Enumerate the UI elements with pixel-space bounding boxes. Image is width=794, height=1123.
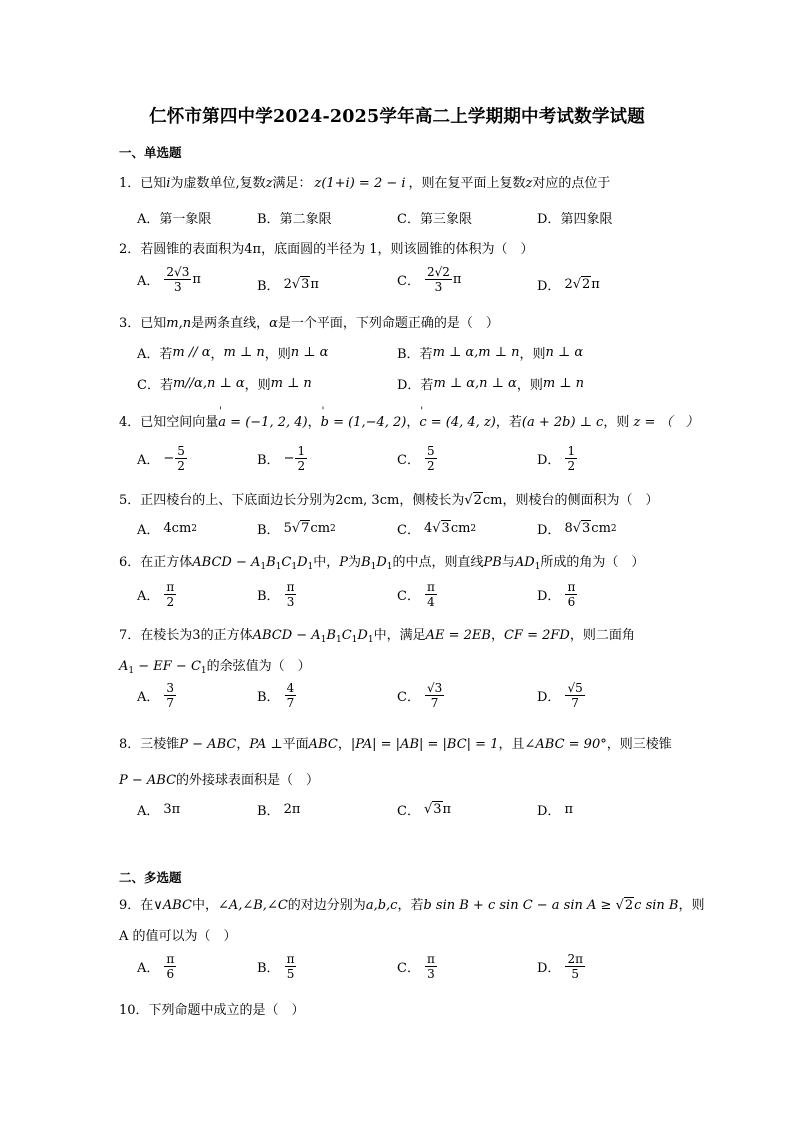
option-d[interactable]: D． π [537, 802, 573, 819]
options-q7 [0, 681, 794, 721]
option-d[interactable]: D． $\frac{\pi}{6}$ [537, 580, 576, 609]
question-2: 2．若圆锥的表面积为4π，底面圆的半径为 1，则该圆锥的体积为（ ） [119, 242, 534, 257]
option-d[interactable]: D．若 m ⊥ α,n ⊥ α ，则 m ⊥ n [397, 376, 585, 393]
option-c[interactable]: C． $\frac{5}{2}$ [397, 444, 435, 473]
option-d[interactable]: D． $\frac{√5}{7}$ [537, 681, 583, 710]
question-7: 7．在棱长为3的正方体ABCD − $A_1B_1C_1D_1$中，满足AE = 2EB，CF = 2FD，则二面角 [119, 628, 635, 645]
question-5: 5．正四棱台的上、下底面边长分别为2cm, 3cm，侧棱长为√2cm，则棱台的侧面积为（ ） [119, 493, 659, 508]
options-q9 [0, 952, 794, 992]
question-8-line-2: P − ABC的外接球表面积是（ ） [119, 773, 320, 788]
option-b[interactable]: B． 2π [257, 802, 301, 819]
option-a[interactable]: A． 第一象限 [137, 212, 212, 227]
question-4: 4．已知空间向量' a = (−1, 2, 4)，' b = (1,−4, 2)，' c = (4, 4, z)，若(a + 2b) ⊥ c，则 z = （ ） [119, 411, 698, 430]
question-10: 10．下列命题中成立的是（ ） [119, 1003, 305, 1018]
option-b[interactable]: B． − $\frac{1}{2}$ [257, 444, 306, 473]
option-c[interactable]: C． 4 √ 3 cm 2 [397, 521, 477, 538]
option-a[interactable]: A． 3π [137, 802, 181, 819]
option-b[interactable]: B． 2 √ 3 π [257, 277, 319, 294]
option-d[interactable]: D． $\frac{1}{2}$ [537, 444, 576, 473]
option-d[interactable]: D． 第四象限 [537, 212, 613, 227]
section-multiple-choice: 二、多选题 [119, 870, 182, 885]
option-b[interactable]: B． 5 √ 7 cm 2 [257, 521, 336, 538]
question-8: 8．三棱锥P − ABC，PA ⊥平面ABC，|PA| = |AB| = |BC| = 1，且∠ABC = 90°，则三棱锥 [119, 737, 672, 752]
question-6: 6．在正方体ABCD − $A_1B_1C_1D_1$中，P为$B_1D_1$的中点，则直线PB与$AD_1$所成的角为（ ） [119, 555, 645, 572]
option-b[interactable]: B． $\frac{\pi}{5}$ [257, 952, 295, 981]
option-a[interactable]: A． − $\frac{5}{2}$ [137, 444, 185, 473]
question-7-line-2: $A_1$ − EF − $C_1$的余弦值为（ ） [119, 659, 311, 676]
option-a[interactable]: A． $\frac{\pi}{2}$ [137, 580, 175, 609]
section-single-choice: 一、单选题 [119, 145, 182, 160]
option-c[interactable]: C． $\frac{√3}{7}$ [397, 681, 443, 710]
option-d[interactable]: D． 8 √ 3 cm 2 [537, 521, 617, 538]
option-a[interactable]: A． $\frac{\pi}{6}$ [137, 952, 175, 981]
option-c[interactable]: C．若 m//α,n ⊥ α ，则 m ⊥ n [137, 376, 312, 393]
option-c[interactable]: C． $\frac{\pi}{4}$ [397, 580, 435, 609]
option-a[interactable]: A． $\frac{3}{7}$ [137, 681, 175, 710]
option-c[interactable]: C． $\frac{\pi}{3}$ [397, 952, 435, 981]
question-9: 9．在∨ABC中，∠A,∠B,∠C的对边分别为a,b,c，若b sin B + c sin C − a sin A ≥ √2c sin B，则 [119, 898, 705, 913]
option-b[interactable]: B． 第二象限 [257, 212, 332, 227]
option-d[interactable]: D． $\frac{2\pi}{5}$ [537, 952, 583, 981]
page-title: 仁怀市第四中学2024-2025学年高二上学期期中考试数学试题 [149, 107, 645, 127]
options-q2 [0, 263, 794, 303]
option-c[interactable]: C． 第三象限 [397, 212, 472, 227]
option-c[interactable]: C． $\frac{2√2}{3}$ π [397, 265, 462, 294]
options-q1 [0, 200, 794, 240]
option-a[interactable]: A． 4cm 2 [137, 521, 198, 538]
option-b[interactable]: B． $\frac{\pi}{3}$ [257, 580, 295, 609]
option-b[interactable]: B． $\frac{4}{7}$ [257, 681, 295, 710]
question-9-line-2: A 的值可以为（ ） [119, 929, 237, 944]
options-q4 [0, 442, 794, 482]
option-a[interactable]: A． $\frac{2√3}{3}$ π [137, 265, 201, 294]
options-q6 [0, 580, 794, 620]
question-1: 1．已知i为虚数单位,复数z满足： z(1+i) = 2 − i ，则在复平面上复数z对应的点位于 [119, 176, 611, 191]
option-a[interactable]: A．若 m // α ， m ⊥ n ，则 n ⊥ α [137, 345, 329, 362]
option-d[interactable]: D． 2 √ 2 π [537, 277, 600, 294]
option-b[interactable]: B．若 m ⊥ α,m ⊥ n ，则 n ⊥ α [397, 345, 584, 362]
question-3: 3．已知m,n是两条直线，α是一个平面，下列命题正确的是（ ） [119, 316, 499, 331]
option-c[interactable]: C． √ 3 π [397, 802, 452, 819]
